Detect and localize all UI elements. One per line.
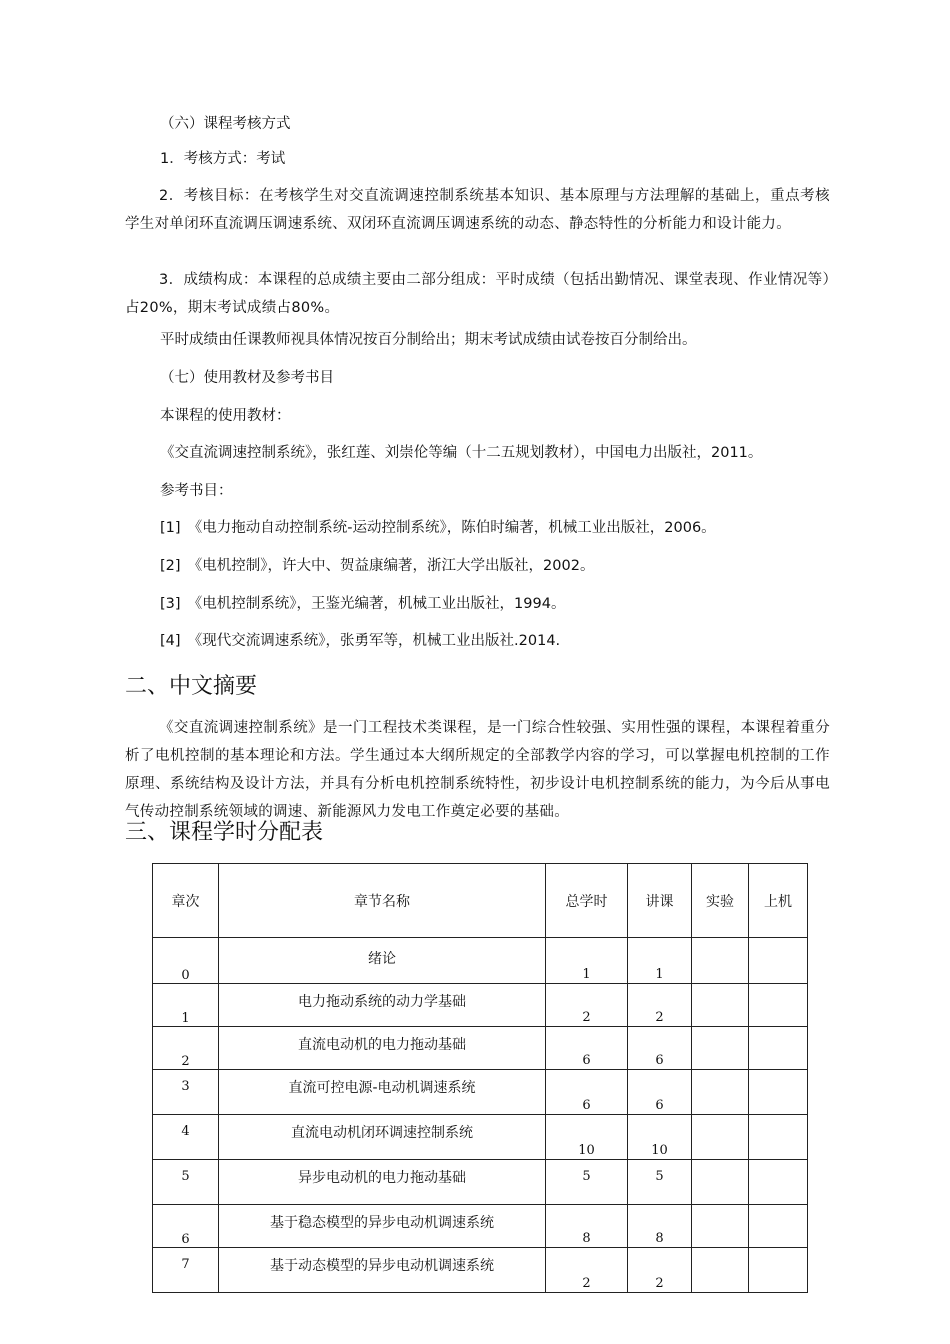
abstract-body: 《交直流调速控制系统》是一门工程技术类课程，是一门综合性较强、实用性强的课程，本课程着重分析了电机控制的基本理论和方法。学生通过本大纲所规定的全部教学内容的学习，可以掌握电机控制的工作原理、系统结构及设计方法，并具有分析电机控制系统特性，初步设计电机控制系统的能力，为今后从事电气传动控制系统领域的调速、新能源风力发电工作奠定必要的基础。 xyxy=(125,720,830,820)
cell-computer xyxy=(749,1205,808,1248)
textbook-label: 本课程的使用教材： xyxy=(160,408,291,424)
assessment-goal: 2．考核目标：在考核学生对交直流调速控制系统基本知识、基本原理与方法理解的基础上，重点考核学生对单闭环直流调压调速系统、双闭环直流调压调速系统的动态、静态特性的分析能力和设计能力。 xyxy=(125,188,830,232)
reference-item: [2] 《电机控制》，许大中、贺益康编著，浙江大学出版社，2002。 xyxy=(160,558,595,574)
table-row xyxy=(153,984,808,1027)
table-row xyxy=(153,1248,808,1293)
cell-lab xyxy=(692,1160,749,1205)
cell-name: 直流电动机的电力拖动基础 xyxy=(219,1027,546,1070)
cell-computer xyxy=(749,1160,808,1205)
reference-label: 参考书目： xyxy=(160,483,233,499)
header-chapter: 章次 xyxy=(153,864,219,938)
cell-computer xyxy=(749,1027,808,1070)
cell-total: 2 xyxy=(546,1248,628,1293)
cell-chapter: 0 xyxy=(153,938,219,984)
cell-lecture: 8 xyxy=(628,1205,692,1248)
cell-total: 8 xyxy=(546,1205,628,1248)
cell-lab xyxy=(692,1205,749,1248)
cell-lecture: 6 xyxy=(628,1027,692,1070)
cell-name: 直流可控电源-电动机调速系统 xyxy=(219,1070,546,1115)
cell-lab xyxy=(692,938,749,984)
table-row xyxy=(153,1070,808,1115)
cell-computer xyxy=(749,1070,808,1115)
textbooks-heading: （七）使用教材及参考书目 xyxy=(160,370,334,386)
cell-chapter: 6 xyxy=(153,1205,219,1248)
assessment-grading: 3．成绩构成：本课程的总成绩主要由二部分组成：平时成绩（包括出勤情况、课堂表现、作业情况等）占20%，期末考试成绩占80%。 xyxy=(125,272,830,316)
cell-name: 绪论 xyxy=(219,938,546,984)
header-name: 章节名称 xyxy=(219,864,546,938)
header-computer: 上机 xyxy=(749,864,808,938)
cell-lecture: 2 xyxy=(628,984,692,1027)
cell-lab xyxy=(692,1115,749,1160)
table-header-row xyxy=(153,864,808,938)
cell-total: 1 xyxy=(546,938,628,984)
abstract-heading: 二、中文摘要 xyxy=(125,674,258,699)
table-row xyxy=(153,1205,808,1248)
table-row xyxy=(153,1160,808,1205)
cell-lab xyxy=(692,1027,749,1070)
cell-total: 10 xyxy=(546,1115,628,1160)
cell-lab xyxy=(692,1248,749,1293)
cell-total: 5 xyxy=(546,1160,628,1205)
header-lecture: 讲课 xyxy=(628,864,692,938)
assessment-note: 平时成绩由任课教师视具体情况按百分制给出；期末考试成绩由试卷按百分制给出。 xyxy=(160,332,697,348)
cell-lecture: 1 xyxy=(628,938,692,984)
cell-name: 直流电动机闭环调速控制系统 xyxy=(219,1115,546,1160)
textbook-main: 《交直流调速控制系统》，张红莲、刘崇伦等编（十二五规划教材），中国电力出版社，2011。 xyxy=(160,445,763,461)
table-row xyxy=(153,938,808,984)
cell-total: 6 xyxy=(546,1027,628,1070)
cell-name: 电力拖动系统的动力学基础 xyxy=(219,984,546,1027)
cell-lecture: 10 xyxy=(628,1115,692,1160)
header-total: 总学时 xyxy=(546,864,628,938)
cell-chapter: 5 xyxy=(153,1160,219,1205)
cell-chapter: 3 xyxy=(153,1070,219,1115)
cell-name: 基于稳态模型的异步电动机调速系统 xyxy=(219,1205,546,1248)
reference-item: [3] 《电机控制系统》，王鉴光编著，机械工业出版社，1994。 xyxy=(160,596,566,612)
cell-total: 2 xyxy=(546,984,628,1027)
hours-heading: 三、课程学时分配表 xyxy=(125,820,324,845)
cell-lecture: 5 xyxy=(628,1160,692,1205)
reference-item: [1] 《电力拖动自动控制系统-运动控制系统》，陈伯时编著，机械工业出版社，2006。 xyxy=(160,520,716,536)
assessment-heading: （六）课程考核方式 xyxy=(160,116,291,132)
cell-computer xyxy=(749,1248,808,1293)
header-lab: 实验 xyxy=(692,864,749,938)
cell-chapter: 1 xyxy=(153,984,219,1027)
reference-item: [4] 《现代交流调速系统》，张勇军等，机械工业出版社.2014. xyxy=(160,633,561,649)
cell-lecture: 2 xyxy=(628,1248,692,1293)
cell-lab xyxy=(692,984,749,1027)
cell-name: 异步电动机的电力拖动基础 xyxy=(219,1160,546,1205)
cell-lab xyxy=(692,1070,749,1115)
assessment-method: 1．考核方式：考试 xyxy=(160,151,286,167)
hours-table xyxy=(152,863,808,1293)
cell-chapter: 2 xyxy=(153,1027,219,1070)
cell-computer xyxy=(749,938,808,984)
cell-computer xyxy=(749,984,808,1027)
cell-chapter: 4 xyxy=(153,1115,219,1160)
cell-lecture: 6 xyxy=(628,1070,692,1115)
cell-name: 基于动态模型的异步电动机调速系统 xyxy=(219,1248,546,1293)
cell-chapter: 7 xyxy=(153,1248,219,1293)
table-row xyxy=(153,1115,808,1160)
table-row xyxy=(153,1027,808,1070)
cell-computer xyxy=(749,1115,808,1160)
cell-total: 6 xyxy=(546,1070,628,1115)
